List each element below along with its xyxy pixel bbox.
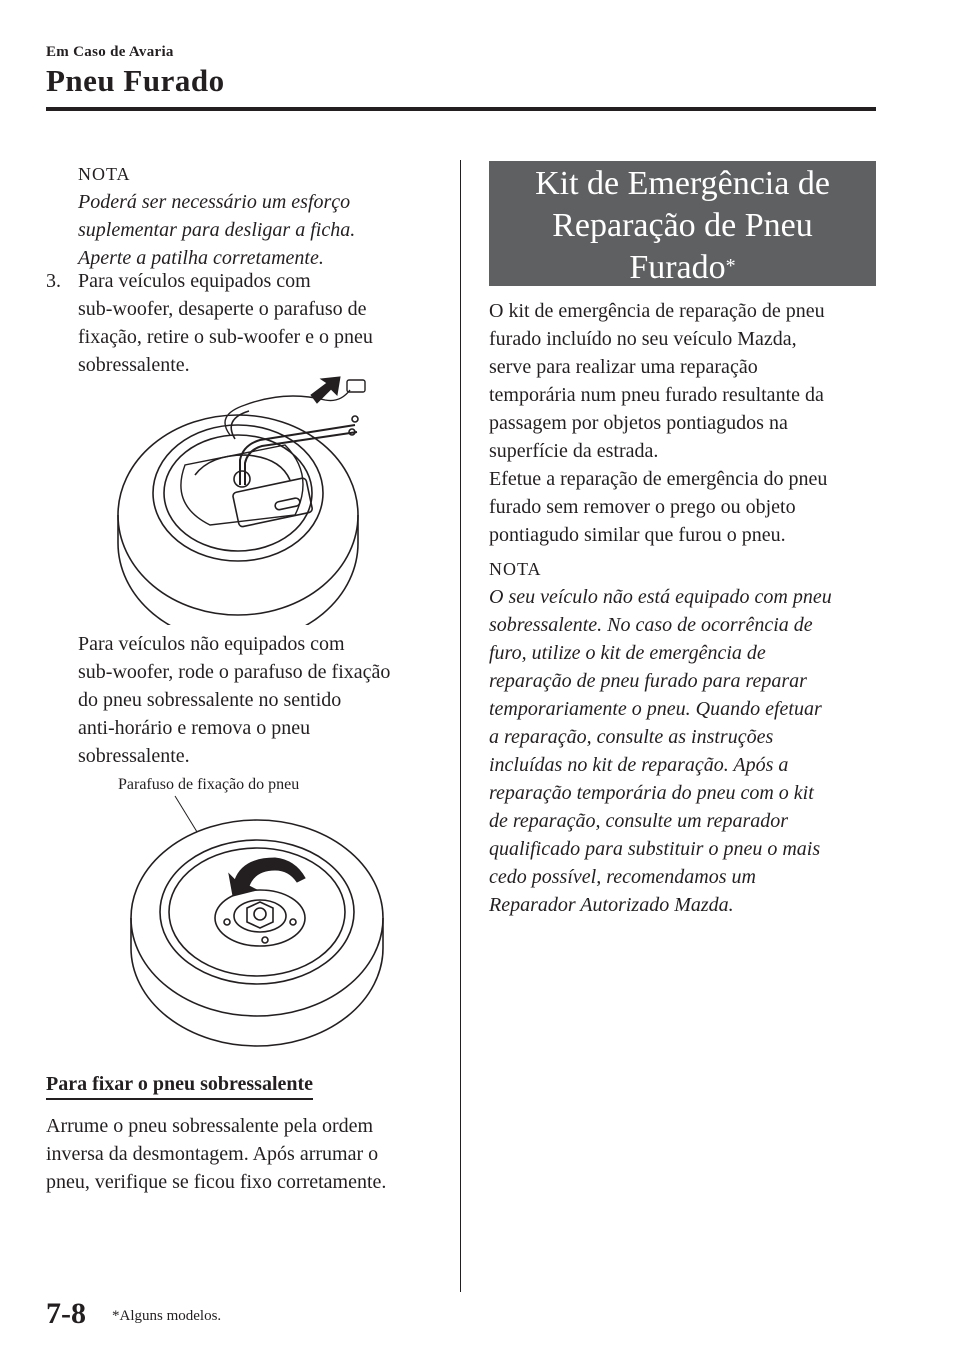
paragraph-fix-spare (46, 1112, 456, 1196)
text-line: serve para realizar uma reparação (489, 356, 758, 378)
kit-title-line: Reparação de Pneu (552, 207, 813, 244)
text-line: sobressalente. (78, 745, 190, 767)
text-line: Para veículos não equipados com (78, 633, 345, 655)
rotation-arrow-icon (311, 377, 340, 403)
text-line: furado sem remover o prego ou objeto (489, 496, 796, 518)
text-line: Efetue a reparação de emergência do pneu (489, 468, 828, 490)
note-line: Poderá ser necessário um esforço (78, 191, 351, 213)
note-label: NOTA (489, 559, 542, 579)
text-line: pneu, verifique se ficou fixo corretamente. (46, 1171, 387, 1193)
text-line: passagem por objetos pontiagudos na (489, 412, 788, 434)
step-number: 3. (46, 270, 61, 292)
text-line: pontiagudo similar que furou o pneu. (489, 524, 786, 546)
step-line: sobressalente. (78, 354, 190, 376)
kit-description (489, 297, 884, 549)
left-note (78, 160, 448, 272)
note-line: suplementar para desligar a ficha. (78, 219, 356, 241)
kit-note (489, 555, 884, 919)
text-line: superfície da estrada. (489, 440, 659, 462)
note-line: furo, utilize o kit de emergência de (489, 642, 766, 664)
text-line: do pneu sobressalente no sentido (78, 689, 342, 711)
text-line: O kit de emergência de reparação de pneu (489, 300, 825, 322)
text-line: sub-woofer, rode o parafuso de fixação (78, 661, 391, 683)
footnote: *Alguns modelos. (112, 1308, 222, 1324)
note-line: incluídas no kit de reparação. Após a (489, 754, 789, 776)
kit-title-line: Furado (629, 249, 726, 286)
text-line: anti-horário e remova o pneu (78, 717, 311, 739)
note-label: NOTA (78, 164, 131, 184)
note-line: de reparação, consulte um reparador (489, 810, 789, 832)
note-line: Reparador Autorizado Mazda. (489, 894, 734, 916)
step-line: Para veículos equipados com (78, 270, 311, 292)
text-line: Arrume o pneu sobressalente pela ordem (46, 1115, 374, 1137)
note-line: sobressalente. No caso de ocorrência de (489, 614, 813, 636)
figure-callout: Parafuso de fixação do pneu (118, 776, 300, 793)
note-line: cedo possível, recomendamos um (489, 866, 756, 888)
kit-title-line: Kit de Emergência de (535, 165, 830, 202)
title-rule (46, 107, 876, 111)
text-line: furado incluído no seu veículo Mazda, (489, 328, 797, 350)
section-label: Em Caso de Avaria (46, 44, 174, 60)
note-line: qualificado para substituir o pneu o mais (489, 838, 821, 860)
page-number: 7-8 (46, 1297, 86, 1330)
kit-section-title (489, 161, 876, 286)
paragraph-no-subwoofer (78, 630, 463, 770)
page-title: Pneu Furado (46, 63, 225, 98)
step-line: sub-woofer, desaperte o parafuso de (78, 298, 367, 320)
sub-heading: Para fixar o pneu sobressalente (46, 1073, 313, 1100)
step-text (78, 267, 448, 379)
note-line: reparação temporária do pneu com o kit (489, 782, 814, 804)
note-line: a reparação, consulte as instruções (489, 726, 774, 748)
note-line: Aperte a patilha corretamente. (78, 247, 324, 269)
footnote-mark: * (725, 255, 736, 277)
text-line: temporária num pneu furado resultante da (489, 384, 824, 406)
step-line: fixação, retire o sub-woofer e o pneu (78, 326, 373, 348)
text-line: inversa da desmontagem. Após arrumar o (46, 1143, 379, 1165)
spare-tire-subwoofer-figure (115, 375, 375, 625)
note-line: temporariamente o pneu. Quando efetuar (489, 698, 822, 720)
note-line: reparação de pneu furado para reparar (489, 670, 807, 692)
note-line: O seu veículo não está equipado com pneu (489, 586, 832, 608)
spare-tire-bolt-figure (125, 790, 395, 1060)
